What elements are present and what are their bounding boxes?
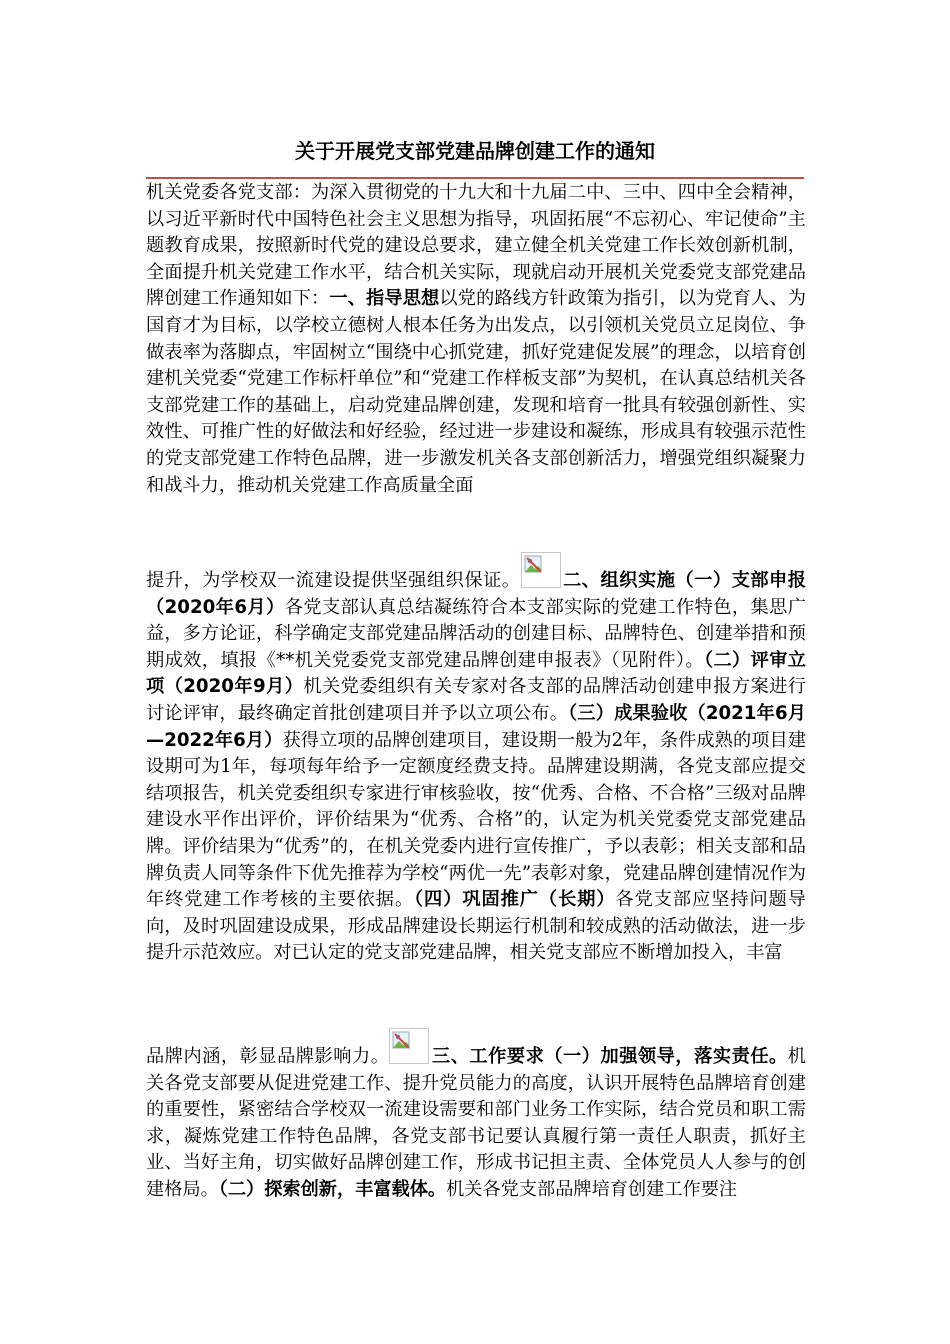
intro-text: 机关党委各党支部：为深入贯彻党的十九大和十九届二中、三中、四中全会精神，以习近平新时代中国特色社会主义思想为指导，巩固拓展“不忘初心、牢记使命”主题教育成果，按照新时代党的建设总要求，建立健全机关党建工作长效创新机制，全面提升机关党建工作水平，结合机关实际，现就启动开展机关党委党支部党建品牌创建工作通知如下： [146, 182, 806, 310]
leadership-text: 机关各党支部要从促进党建工作、提升党员能力的高度，认识开展特色品牌培育创建的重要性，紧密结合学校双一流建设需要和部门业务工作实际，结合党员和职工需求，凝炼党建工作特色品牌，各党支部书记要认真履行第一责任人职责，抓好主业、当好主角，切实做好品牌创建工作，形成书记担主责、全体党员人人参与的创建格局。 [146, 1046, 806, 1200]
paragraph-intro [146, 180, 806, 499]
title-divider [146, 177, 804, 179]
innovation-text: 机关各党支部品牌培育创建工作要注 [446, 1178, 738, 1200]
document-title: 关于开展党支部党建品牌创建工作的通知 [295, 139, 655, 163]
guarantee-text: 提升，为学校双一流建设提供坚强组织保证。 [146, 570, 521, 591]
heading-innovation: （二）探索创新，丰富载体。 [218, 1178, 447, 1200]
guiding-ideology-text: 以党的路线方针政策为指引，以为党育人、为国育才为目标，以学校立德树人根本任务为出发点，以引领机关党员立足岗位、争做表率为落脚点，牢固树立“围绕中心抓党建，抓好党建促发展”的理念，以培育创建机关党委“党建工作标杆单位”和“党建工作样板支部”为契机，在认真总结机关各支部党建工作的基础上，启动党建品牌创建，发现和培育一批具有较强创新性、实效性、可推广性的好做法和好经验，经过进一步建设和凝练，形成具有较强示范性的党支部党建工作特色品牌，进一步激发机关各支部创新活力，增强党组织凝聚力和战斗力，推动机关党建工作高质量全面 [146, 288, 806, 496]
branch-report-text: 各党支部认真总结凝练符合本支部实际的党建工作特色，集思广益，多方论证，科学确定支部党建品牌活动的创建目标、品牌特色、创建举措和预期成效，填报《**机关党委党支部党建品牌创建申报表》（见附件）。 [146, 596, 806, 671]
heading-review: （二）评审立项（2020年9月） [146, 649, 806, 698]
promotion-text: 各党支部应坚持问题导向，及时巩固建设成果，形成品牌建设长期运行机制和较成熟的活动做法，进一步提升示范效应。对已认定的党支部党建品牌，相关党支部应不断增加投入，丰富 [146, 889, 806, 964]
broken-image-icon [389, 1028, 429, 1064]
heading-guiding-ideology: 一、指导思想 [329, 288, 440, 310]
brand-impact-text: 品牌内涵，彰显品牌影响力。 [146, 1046, 390, 1067]
acceptance-text: 获得立项的品牌创建项目，建设期一般为2年，条件成熟的项目建设期可为1年，每项每年给予一定额度经费支持。品牌建设期满，各党支部应提交结项报告，机关党委组织专家进行审核验收，按“优秀、合格、不合格”三级对品牌建设水平作出评价，评价结果为“优秀、合格”的，认定为机关党委党支部党建品牌。评价结果为“优秀”的，在机关党委内进行宣传推广，予以表彰；相关支部和品牌负责人同等条件下优先推荐为学校“两优一先”表彰对象，党建品牌创建情况作为年终党建工作考核的主要依据。 [146, 729, 807, 911]
heading-acceptance: （三）成果验收（2021年6月—2022年6月） [146, 702, 806, 751]
heading-organization: 二、组织实施（一）支部申报（2020年6月） [146, 570, 806, 618]
broken-image-icon [521, 552, 561, 588]
review-text: 机关党委组织有关专家对各支部的品牌活动创建申报方案进行讨论评审，最终确定首批创建项目并予以立项公布。 [146, 676, 806, 724]
heading-requirements: 三、工作要求（一）加强领导，落实责任。 [431, 1046, 788, 1067]
paragraph-requirements [146, 1028, 806, 1204]
paragraph-organization [146, 552, 806, 967]
heading-promotion: （四）巩固推广（长期） [414, 889, 616, 911]
